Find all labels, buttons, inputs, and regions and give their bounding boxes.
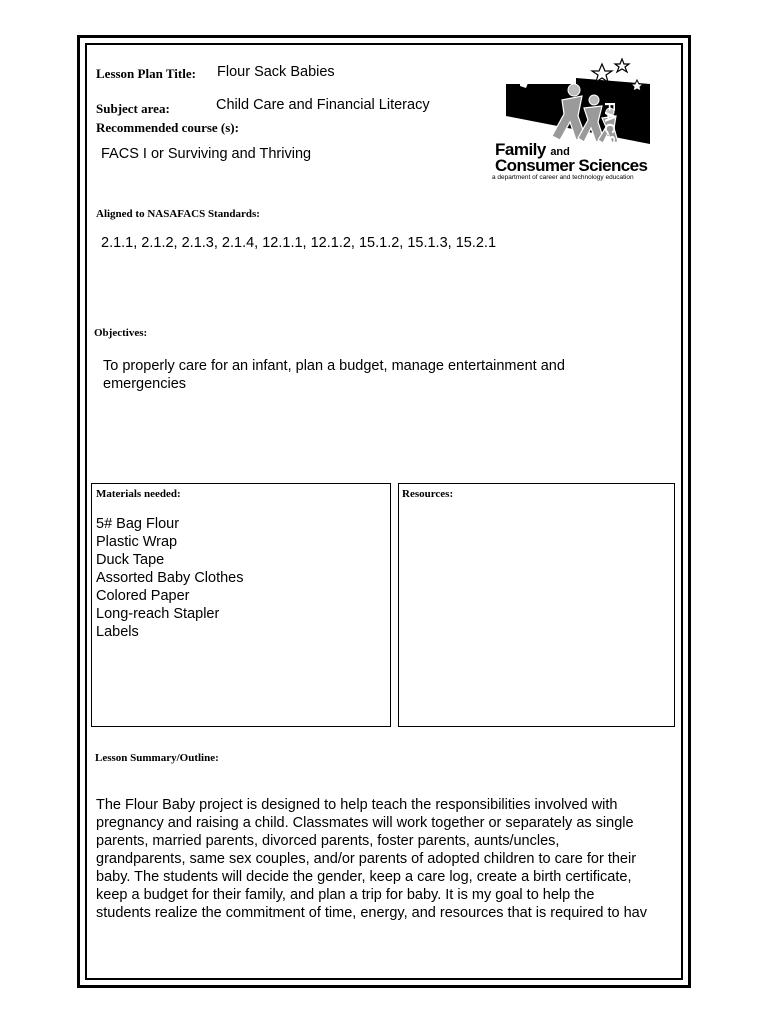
list-item: 5# Bag Flour bbox=[96, 516, 180, 532]
list-item: Assorted Baby Clothes bbox=[96, 570, 244, 586]
lesson-title-label: Lesson Plan Title: bbox=[96, 66, 196, 81]
standards-label: Aligned to NASAFACS Standards: bbox=[96, 208, 260, 220]
summary-line: grandparents, same sex couples, and/or parents of adopted children to care for their bbox=[96, 851, 637, 867]
summary-line: keep a budget for their family, and plan a trip for baby. It is my goal to help the bbox=[96, 887, 595, 903]
list-item: Colored Paper bbox=[96, 588, 190, 604]
list-item: Long-reach Stapler bbox=[96, 606, 220, 622]
list-item: Duck Tape bbox=[96, 552, 165, 568]
logo-tagline: a department of career and technology education bbox=[492, 174, 634, 181]
summary-line: The Flour Baby project is designed to help teach the responsibilities involved with bbox=[96, 797, 618, 813]
summary-line: pregnancy and raising a child. Classmates will work together or separately as single bbox=[96, 815, 634, 831]
summary-line: parents, married parents, divorced parents, foster parents, aunts/uncles, bbox=[96, 833, 560, 849]
lesson-title-value: Flour Sack Babies bbox=[217, 64, 335, 80]
standards-value: 2.1.1, 2.1.2, 2.1.3, 2.1.4, 12.1.1, 12.1.2, 15.1.2, 15.1.3, 15.2.1 bbox=[101, 235, 497, 251]
summary-label: Lesson Summary/Outline: bbox=[95, 752, 219, 764]
logo-consumer-sciences-text: Consumer Sciences bbox=[495, 156, 648, 175]
logo-and-text: and bbox=[550, 146, 570, 158]
objectives-label: Objectives: bbox=[94, 327, 148, 339]
logo-vertical-text: FACS bbox=[601, 102, 618, 147]
subject-area-value: Child Care and Financial Literacy bbox=[216, 97, 430, 113]
summary-text bbox=[96, 796, 686, 922]
resources-box bbox=[398, 483, 675, 727]
subject-area-label: Subject area: bbox=[96, 101, 170, 116]
summary-line: baby. The students will decide the gender, keep a care log, create a birth certificate, bbox=[96, 869, 632, 885]
materials-label: Materials needed: bbox=[96, 488, 181, 500]
facs-logo bbox=[490, 56, 672, 186]
list-item: Plastic Wrap bbox=[96, 534, 178, 550]
summary-line: students realize the commitment of time, energy, and resources that is required to hav bbox=[96, 905, 647, 921]
logo-family-text: Family bbox=[495, 140, 546, 159]
resources-label: Resources: bbox=[402, 488, 454, 500]
objectives-line-1: To properly care for an infant, plan a budget, manage entertainment and bbox=[103, 358, 565, 374]
recommended-course-value: FACS I or Surviving and Thriving bbox=[101, 146, 312, 162]
materials-list bbox=[96, 515, 244, 641]
recommended-course-label: Recommended course (s): bbox=[96, 120, 239, 135]
objectives-line-2: emergencies bbox=[103, 376, 187, 392]
list-item: Labels bbox=[96, 624, 139, 640]
